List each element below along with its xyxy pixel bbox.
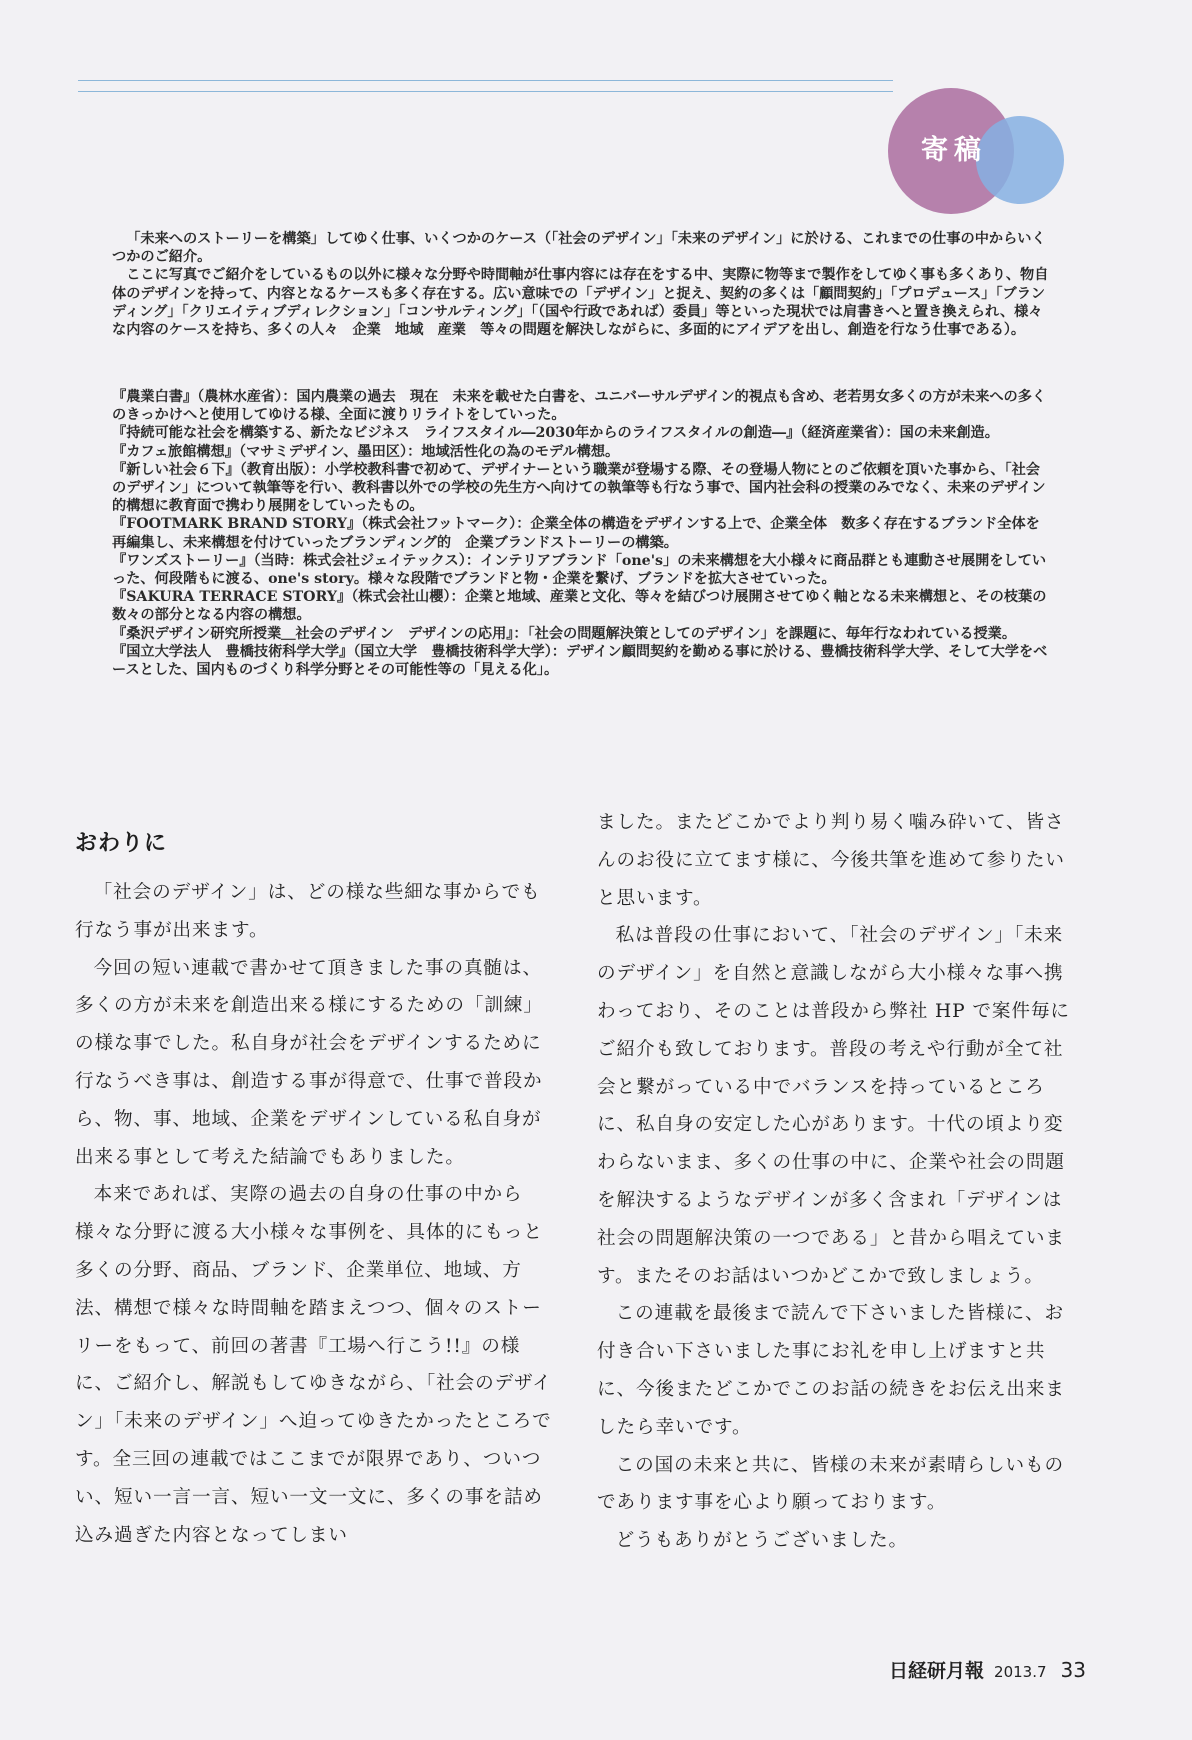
intro-paragraph: 「未来へのストーリーを構築」してゆく仕事、いくつかのケース（「社会のデザイン」「未来のデザイン」に於ける、これまでの仕事の中からいくつかのご紹介。 [112,231,1046,266]
badge-label: 寄稿 [921,135,987,166]
body-paragraph: 本来であれば、実際の過去の自身の仕事の中から様々な分野に渡る大小様々な事例を、具体的にもっと多くの分野、商品、ブランド、企業単位、地域、方法、構想で様々な時間軸を踏まえつつ、個々のストーリーをもって、前回の著書『工場へ行こう!!』の様に、ご紹介し、解説もしてゆきながら、「社会のデザイン」「未来のデザイン」へ迫ってゆきたかったところです。全三回の連載ではここまでが限界であり、ついつい、短い一言一言、短い一文一文に、多くの事を詰め込み過ぎた内容となってしまい [75,1184,552,1546]
body-paragraph: この国の未来と共に、皆様の未来が素晴らしいものであります事を心より願っております。 [597,1454,1064,1514]
body-paragraph: どうもありがとうございました。 [615,1530,909,1552]
works-item: 『ワンズストーリー』（当時：株式会社ジェイテックス）：インテリアブランド「one's」の未来構想を大小様々に商品群とも連動させ展開をしていった、何段階もに渡る、one's story。様々な段階でブランドと物・企業を繋げ、ブランドを拡大させていった。 [112,552,1047,588]
works-item: 『カフェ旅館構想』（マサミデザイン、墨田区）：地域活性化の為のモデル構想。 [112,443,620,460]
intro-paragraph: ここに写真でご紹介をしているもの以外に様々な分野や時間軸が仕事内容には存在をする中、実際に物等まで製作をしてゆく事も多くあり、物自体のデザインを持って、内容となるケースも多く存在する。広い意味での「デザイン」と捉え、契約の多くは「顧問契約」「プロデュース」「ブランディング」「クリエイティブディレクション」「コンサルティング」「（国や行政であれば）委員」等といった現状では肩書きへと置き換えられ、様々な内容のケースを持ち、多くの人々 企業 地域 産業 等々の問題を解決しながらに、多面的にアイデアを出し、創造を行なう仕事である）。 [112,267,1049,339]
section-heading: おわりに [75,831,168,856]
body-paragraph: 今回の短い連載で書かせて頂きました事の真髄は、多くの方が未来を創造出来る様にするための「訓練」の様な事でした。私自身が社会をデザインするために行なうべき事は、創造する事が得意で、仕事で普段から、物、事、地域、企業をデザインしている私自身が出来る事として考えた結論でもありました。 [75,957,543,1168]
intro-section [112,230,1052,339]
works-item: 『SAKURA TERRACE STORY』（株式会社山櫻）：企業と地域、産業と文化、等々を結びつけ展開させてゆく軸となる未来構想と、その枝葉の数々の部分となる内容の構想。 [112,589,1047,624]
header-rule [78,80,893,92]
page-footer [889,1656,1086,1683]
works-item: 『新しい社会６下』（教育出版）：小学校教科書で初めて、デザイナーという職業が登場する際、その登場人物にとのご依頼を頂いた事から、「社会のデザイン」について執筆等を行い、教科書以外での学校の先生方へ向けての執筆等も行なう事で、国内社会科の授業のみでなく、未来のデザイン的構想に教育面で携わり展開をしていったもの。 [112,461,1046,515]
body-paragraph: 私は普段の仕事において、「社会のデザイン」「未来のデザイン」を自然と意識しながら大小様々な事へ携わっており、そのことは普段から弊社 HP で案件毎にご紹介も致しております。普段の考えや行動が全て社会と繋がっている中でバランスを持っているところに、私自身の安定した心があります。十代の頃より変わらないまま、多くの仕事の中に、企業や社会の問題を解決するようなデザインが多く含まれ「デザインは社会の問題解決策の一つである」と昔から唱えています。またそのお話はいつかどこかで致しましょう。 [597,925,1070,1287]
column-right [597,804,1075,1560]
column-left [75,822,553,1554]
body-paragraph-continued: ました。またどこかでより判り易く噛み砕いて、皆さんのお役に立てます様に、今後共筆を進めて参りたいと思います。 [597,812,1065,909]
works-list [112,388,1052,679]
contribution-badge [888,88,1078,218]
body-paragraph: 「社会のデザイン」は、どの様な些細な事からでも行なう事が出来ます。 [75,882,541,941]
works-item: 『桑沢デザイン研究所授業＿社会のデザイン デザインの応用』：「社会の問題解決策としてのデザイン」を課題に、毎年行なわれている授業。 [112,625,1017,642]
works-item: 『FOOTMARK BRAND STORY』（株式会社フットマーク）：企業全体の構造をデザインする上で、企業全体 数多く存在するブランド全体を再編集し、未来構想を付けていったブランディング的 企業ブランドストーリーの構築。 [112,516,1040,551]
works-item: 『持続可能な社会を構築する、新たなビジネス ライフスタイル―2030年からのライフスタイルの創造―』（経済産業省）：国の未来創造。 [112,425,999,442]
page-number: 33 [1060,1658,1086,1682]
works-item: 『国立大学法人 豊橋技術科学大学』（国立大学 豊橋技術科学大学）：デザイン顧問契約を勤める事に於ける、豊橋技術科学大学、そして大学をベースとした、国内ものづくり科学分野とその可能性等の「見える化」。 [112,643,1048,679]
works-item: 『農業白書』（農林水産省）：国内農業の過去 現在 未来を載せた白書を、ユニバーサルデザイン的視点も含め、老若男女多くの方が未来への多くのきっかけへと使用してゆける様、全面に渡りリライトをしていった。 [112,389,1047,424]
publication-name: 日経研月報 [889,1660,985,1682]
issue-date: 2013.7 [994,1663,1047,1681]
body-paragraph: この連載を最後まで読んで下さいました皆様に、お付き合い下さいました事にお礼を申し上げますと共に、今後またどこかでこのお話の続きをお伝え出来ましたら幸いです。 [597,1303,1065,1438]
